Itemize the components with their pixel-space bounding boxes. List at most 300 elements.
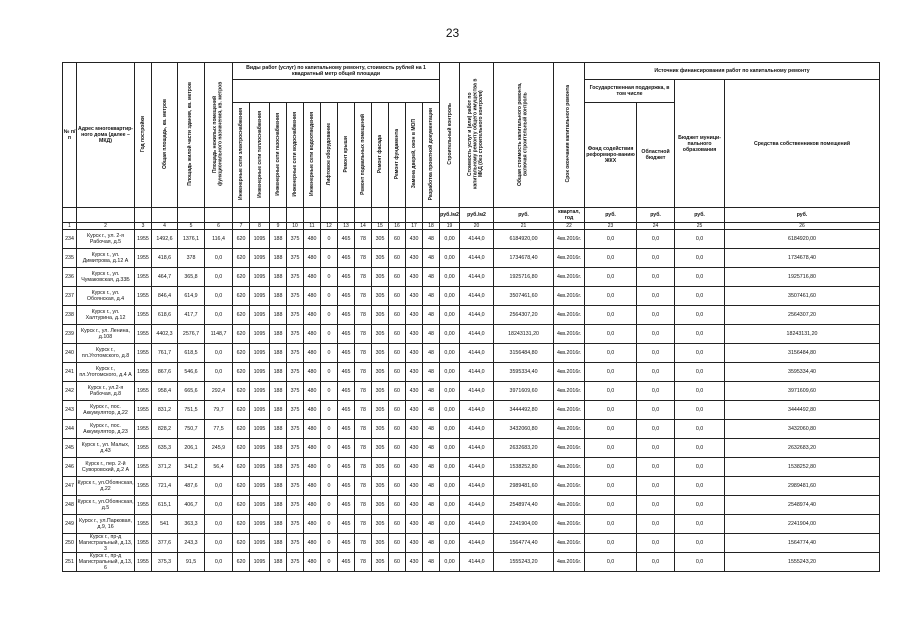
row-living-area: 365,8 (178, 268, 205, 287)
row-unit-cost: 4144,0 (460, 249, 494, 268)
row-unit-cost: 4144,0 (460, 496, 494, 515)
column-number: 18 (423, 223, 440, 230)
row-fund: 0,0 (585, 249, 637, 268)
row-unit-cost: 4144,0 (460, 515, 494, 534)
row-work-cost: 375 (287, 230, 304, 249)
header-work-11: Замена дверей, окон в МОП (411, 119, 417, 189)
row-total-area: 1492,6 (152, 230, 178, 249)
row-work-cost: 0 (321, 306, 338, 325)
column-number: 10 (287, 223, 304, 230)
row-work-cost: 430 (406, 287, 423, 306)
row-work-cost: 620 (233, 401, 250, 420)
row-work-cost: 1095 (250, 363, 270, 382)
row-work-cost: 1095 (250, 325, 270, 344)
row-work-cost: 0 (321, 382, 338, 401)
row-year: 1955 (135, 344, 152, 363)
row-work-cost: 430 (406, 458, 423, 477)
row-work-cost: 60 (389, 553, 406, 572)
header-works-group: Виды работ (услуг) по капитальному ремонту, стоимость рублей на 1 квадратный метр общей площади (233, 63, 440, 80)
row-deadline: 4кв.2016г. (554, 515, 585, 534)
table-row (63, 287, 880, 306)
row-work-cost: 78 (355, 230, 372, 249)
row-total-cost: 2548974,40 (494, 496, 554, 515)
header-work-12: Разработка проектной документации (428, 107, 435, 201)
row-year: 1955 (135, 458, 152, 477)
page-number: 23 (445, 26, 460, 40)
row-construction-control: 0,00 (440, 363, 460, 382)
column-number: 8 (250, 223, 270, 230)
row-deadline: 4кв.2016г. (554, 287, 585, 306)
header-nonres-area: Площадь нежилых помещений функционального назначения, кв. метров (212, 81, 224, 187)
row-nonres-area: 116,4 (205, 230, 233, 249)
row-owners: 1564774,40 (725, 534, 880, 553)
header-address: Адрес многоквартир-ного дома (далее – МКД) (77, 63, 135, 208)
row-deadline: 4кв.2016г. (554, 382, 585, 401)
row-total-cost: 2989481,60 (494, 477, 554, 496)
row-work-cost: 465 (338, 268, 355, 287)
row-work-cost: 375 (287, 382, 304, 401)
row-work-cost: 188 (270, 344, 287, 363)
table-row (63, 401, 880, 420)
row-total-cost: 2632683,20 (494, 439, 554, 458)
row-total-area: 615,1 (152, 496, 178, 515)
row-work-cost: 78 (355, 477, 372, 496)
row-work-cost: 480 (304, 534, 321, 553)
row-regional: 0,0 (637, 458, 675, 477)
row-fund: 0,0 (585, 477, 637, 496)
row-living-area: 750,7 (178, 420, 205, 439)
row-address: Курск г., ул. Халтурина, д.12 (77, 306, 135, 325)
row-year: 1955 (135, 268, 152, 287)
row-year: 1955 (135, 382, 152, 401)
table-row (63, 420, 880, 439)
header-work-9: Ремонт фасада (377, 134, 383, 174)
row-work-cost: 60 (389, 230, 406, 249)
row-work-cost: 60 (389, 534, 406, 553)
row-work-cost: 465 (338, 420, 355, 439)
row-work-cost: 620 (233, 325, 250, 344)
row-work-cost: 480 (304, 268, 321, 287)
row-living-area: 206,1 (178, 439, 205, 458)
row-municipal: 0,0 (675, 534, 725, 553)
row-work-cost: 430 (406, 344, 423, 363)
row-work-cost: 430 (406, 515, 423, 534)
row-number: 237 (63, 287, 77, 306)
row-work-cost: 188 (270, 230, 287, 249)
unit-rub-e: руб. (725, 208, 880, 223)
row-nonres-area: 0,0 (205, 477, 233, 496)
row-work-cost: 188 (270, 439, 287, 458)
row-work-cost: 1095 (250, 458, 270, 477)
row-address: Курск г., ул.Обоянская, д.5 (77, 496, 135, 515)
row-work-cost: 465 (338, 363, 355, 382)
row-nonres-area: 77,5 (205, 420, 233, 439)
row-number: 242 (63, 382, 77, 401)
row-work-cost: 620 (233, 344, 250, 363)
row-work-cost: 430 (406, 325, 423, 344)
row-work-cost: 0 (321, 439, 338, 458)
row-nonres-area: 0,0 (205, 534, 233, 553)
unit-rub-d: руб. (675, 208, 725, 223)
row-address: Курск г., ул. Димитрова, д.12 А (77, 249, 135, 268)
row-number: 247 (63, 477, 77, 496)
row-fund: 0,0 (585, 363, 637, 382)
row-work-cost: 480 (304, 496, 321, 515)
row-construction-control: 0,00 (440, 382, 460, 401)
header-regional: Областной бюджет (637, 103, 675, 208)
table-row (63, 477, 880, 496)
header-deadline: Срок окончания капитального ремонта (565, 85, 572, 183)
row-work-cost: 620 (233, 477, 250, 496)
row-work-cost: 188 (270, 458, 287, 477)
row-construction-control: 0,00 (440, 458, 460, 477)
row-construction-control: 0,00 (440, 553, 460, 572)
column-number: 9 (270, 223, 287, 230)
row-regional: 0,0 (637, 325, 675, 344)
row-work-cost: 430 (406, 477, 423, 496)
row-address: Курск г., ул.2-я Рабочая, д.8 (77, 382, 135, 401)
row-regional: 0,0 (637, 439, 675, 458)
row-work-cost: 48 (423, 553, 440, 572)
row-work-cost: 620 (233, 515, 250, 534)
row-number: 248 (63, 496, 77, 515)
row-address: Курск г., ул. Ленина, д.108 (77, 325, 135, 344)
row-total-area: 418,6 (152, 249, 178, 268)
row-nonres-area: 0,0 (205, 496, 233, 515)
row-construction-control: 0,00 (440, 515, 460, 534)
row-work-cost: 0 (321, 534, 338, 553)
row-work-cost: 48 (423, 458, 440, 477)
row-unit-cost: 4144,0 (460, 382, 494, 401)
row-total-area: 635,3 (152, 439, 178, 458)
row-owners: 1925716,80 (725, 268, 880, 287)
unit-rub-a: руб. (494, 208, 554, 223)
row-regional: 0,0 (637, 382, 675, 401)
row-address: Курск г., ул.Обоянская, д.22 (77, 477, 135, 496)
row-work-cost: 480 (304, 401, 321, 420)
row-work-cost: 60 (389, 439, 406, 458)
row-work-cost: 620 (233, 230, 250, 249)
row-work-cost: 375 (287, 496, 304, 515)
row-address: Курск г., ул. 2-я Рабочая, д.5 (77, 230, 135, 249)
row-number: 241 (63, 363, 77, 382)
row-number: 251 (63, 553, 77, 572)
row-fund: 0,0 (585, 439, 637, 458)
row-regional: 0,0 (637, 287, 675, 306)
row-work-cost: 465 (338, 477, 355, 496)
row-work-cost: 375 (287, 344, 304, 363)
table-row (63, 344, 880, 363)
row-work-cost: 375 (287, 553, 304, 572)
column-number: 2 (77, 223, 135, 230)
row-deadline: 4кв.2016г. (554, 477, 585, 496)
row-work-cost: 430 (406, 534, 423, 553)
row-total-cost: 1925716,80 (494, 268, 554, 287)
row-work-cost: 480 (304, 420, 321, 439)
row-address: Курск г., ул. Малых, д.43 (77, 439, 135, 458)
row-owners: 6184920,00 (725, 230, 880, 249)
row-work-cost: 78 (355, 515, 372, 534)
row-municipal: 0,0 (675, 306, 725, 325)
row-living-area: 614,9 (178, 287, 205, 306)
row-fund: 0,0 (585, 306, 637, 325)
row-work-cost: 430 (406, 382, 423, 401)
header-work-7: Ремонт крыши (343, 135, 349, 173)
row-address: Курск г., пос. Аккумулятор, д.23 (77, 420, 135, 439)
row-construction-control: 0,00 (440, 249, 460, 268)
row-owners: 2989481,60 (725, 477, 880, 496)
row-work-cost: 78 (355, 439, 372, 458)
row-deadline: 4кв.2016г. (554, 344, 585, 363)
row-address: Курск г., пр-д Магистральный, д.13, 6 (77, 553, 135, 572)
row-nonres-area: 0,0 (205, 553, 233, 572)
row-work-cost: 0 (321, 363, 338, 382)
row-work-cost: 1095 (250, 534, 270, 553)
row-work-cost: 60 (389, 363, 406, 382)
table-row (63, 553, 880, 572)
row-work-cost: 188 (270, 363, 287, 382)
header-no: № п/п (63, 63, 77, 208)
row-work-cost: 78 (355, 401, 372, 420)
row-work-cost: 188 (270, 496, 287, 515)
row-work-cost: 48 (423, 420, 440, 439)
row-construction-control: 0,00 (440, 306, 460, 325)
row-total-area: 761,7 (152, 344, 178, 363)
row-work-cost: 0 (321, 458, 338, 477)
header-total-cost: Общая стоимость капитального ремонта, включая строительный контроль (517, 82, 529, 186)
row-work-cost: 0 (321, 515, 338, 534)
header-year: Год постройки (140, 115, 146, 153)
row-municipal: 0,0 (675, 287, 725, 306)
row-total-cost: 18243131,20 (494, 325, 554, 344)
row-fund: 0,0 (585, 458, 637, 477)
row-work-cost: 1095 (250, 553, 270, 572)
row-work-cost: 375 (287, 306, 304, 325)
column-number: 3 (135, 223, 152, 230)
row-work-cost: 0 (321, 553, 338, 572)
row-municipal: 0,0 (675, 477, 725, 496)
row-deadline: 4кв.2016г. (554, 249, 585, 268)
row-work-cost: 305 (372, 268, 389, 287)
row-total-area: 541 (152, 515, 178, 534)
row-work-cost: 0 (321, 325, 338, 344)
row-work-cost: 305 (372, 363, 389, 382)
row-total-area: 828,2 (152, 420, 178, 439)
row-work-cost: 48 (423, 439, 440, 458)
header-owners: Средства собственников помещений (725, 80, 880, 208)
row-year: 1955 (135, 287, 152, 306)
row-number: 250 (63, 534, 77, 553)
row-work-cost: 480 (304, 477, 321, 496)
row-total-cost: 3156484,80 (494, 344, 554, 363)
row-total-cost: 3595334,40 (494, 363, 554, 382)
row-municipal: 0,0 (675, 553, 725, 572)
row-construction-control: 0,00 (440, 230, 460, 249)
row-living-area: 665,6 (178, 382, 205, 401)
column-number: 1 (63, 223, 77, 230)
row-nonres-area: 56,4 (205, 458, 233, 477)
column-number: 15 (372, 223, 389, 230)
row-work-cost: 620 (233, 458, 250, 477)
header-work-3: Инженерные сети газоснабжения (275, 112, 281, 196)
row-work-cost: 375 (287, 439, 304, 458)
row-work-cost: 48 (423, 325, 440, 344)
row-work-cost: 305 (372, 420, 389, 439)
row-work-cost: 48 (423, 306, 440, 325)
row-nonres-area: 0,0 (205, 515, 233, 534)
row-work-cost: 48 (423, 344, 440, 363)
row-fund: 0,0 (585, 496, 637, 515)
row-total-cost: 3444492,80 (494, 401, 554, 420)
table-row (63, 439, 880, 458)
row-work-cost: 0 (321, 230, 338, 249)
row-work-cost: 465 (338, 249, 355, 268)
row-deadline: 4кв.2016г. (554, 325, 585, 344)
row-number: 238 (63, 306, 77, 325)
column-number: 16 (389, 223, 406, 230)
row-owners: 3444492,80 (725, 401, 880, 420)
row-work-cost: 465 (338, 534, 355, 553)
row-work-cost: 1095 (250, 344, 270, 363)
row-work-cost: 1095 (250, 268, 270, 287)
row-work-cost: 375 (287, 420, 304, 439)
row-work-cost: 480 (304, 515, 321, 534)
row-number: 243 (63, 401, 77, 420)
row-municipal: 0,0 (675, 325, 725, 344)
row-work-cost: 305 (372, 458, 389, 477)
row-work-cost: 60 (389, 306, 406, 325)
table-row (63, 268, 880, 287)
row-work-cost: 188 (270, 401, 287, 420)
row-address: Курск г., пл.Уготомского, д.4 А (77, 363, 135, 382)
row-work-cost: 78 (355, 249, 372, 268)
column-number: 24 (637, 223, 675, 230)
row-municipal: 0,0 (675, 458, 725, 477)
row-nonres-area: 0,0 (205, 249, 233, 268)
row-deadline: 4кв.2016г. (554, 553, 585, 572)
row-work-cost: 0 (321, 401, 338, 420)
row-work-cost: 305 (372, 306, 389, 325)
row-work-cost: 430 (406, 306, 423, 325)
row-work-cost: 480 (304, 553, 321, 572)
row-number: 246 (63, 458, 77, 477)
row-work-cost: 480 (304, 325, 321, 344)
row-municipal: 0,0 (675, 439, 725, 458)
row-work-cost: 1095 (250, 515, 270, 534)
row-fund: 0,0 (585, 287, 637, 306)
row-work-cost: 1095 (250, 230, 270, 249)
row-work-cost: 430 (406, 249, 423, 268)
row-work-cost: 620 (233, 420, 250, 439)
row-fund: 0,0 (585, 325, 637, 344)
row-work-cost: 465 (338, 306, 355, 325)
table-body (63, 223, 880, 572)
row-address: Курск г., пр-д Магистральный, д.13, 3 (77, 534, 135, 553)
row-work-cost: 465 (338, 496, 355, 515)
column-number: 25 (675, 223, 725, 230)
row-work-cost: 188 (270, 515, 287, 534)
row-regional: 0,0 (637, 477, 675, 496)
table-row (63, 325, 880, 344)
row-work-cost: 78 (355, 420, 372, 439)
row-municipal: 0,0 (675, 420, 725, 439)
header-work-13: Строительный контроль (446, 103, 453, 165)
row-work-cost: 430 (406, 230, 423, 249)
row-work-cost: 1095 (250, 496, 270, 515)
row-unit-cost: 4144,0 (460, 230, 494, 249)
row-work-cost: 188 (270, 420, 287, 439)
row-fund: 0,0 (585, 344, 637, 363)
row-work-cost: 48 (423, 230, 440, 249)
row-work-cost: 480 (304, 382, 321, 401)
row-work-cost: 1095 (250, 382, 270, 401)
row-total-area: 377,6 (152, 534, 178, 553)
row-work-cost: 375 (287, 363, 304, 382)
row-living-area: 91,5 (178, 553, 205, 572)
row-work-cost: 620 (233, 496, 250, 515)
column-number: 21 (494, 223, 554, 230)
header-work-2: Инженерные сети теплоснабжения (256, 110, 263, 198)
row-work-cost: 188 (270, 287, 287, 306)
column-number: 6 (205, 223, 233, 230)
column-number: 11 (304, 223, 321, 230)
table-row (63, 496, 880, 515)
row-total-cost: 1734678,40 (494, 249, 554, 268)
row-work-cost: 305 (372, 534, 389, 553)
row-work-cost: 1095 (250, 306, 270, 325)
row-work-cost: 0 (321, 477, 338, 496)
row-year: 1955 (135, 420, 152, 439)
row-construction-control: 0,00 (440, 287, 460, 306)
row-total-cost: 1538252,80 (494, 458, 554, 477)
row-regional: 0,0 (637, 268, 675, 287)
row-work-cost: 0 (321, 268, 338, 287)
row-address: Курск г., ул. Обоянская, д.4 (77, 287, 135, 306)
row-unit-cost: 4144,0 (460, 287, 494, 306)
row-work-cost: 480 (304, 458, 321, 477)
row-deadline: 4кв.2016г. (554, 306, 585, 325)
row-work-cost: 48 (423, 268, 440, 287)
row-fund: 0,0 (585, 420, 637, 439)
row-construction-control: 0,00 (440, 439, 460, 458)
row-deadline: 4кв.2016г. (554, 230, 585, 249)
row-number: 234 (63, 230, 77, 249)
row-nonres-area: 0,0 (205, 287, 233, 306)
row-work-cost: 60 (389, 249, 406, 268)
row-work-cost: 1095 (250, 401, 270, 420)
row-year: 1955 (135, 515, 152, 534)
column-number: 23 (585, 223, 637, 230)
row-unit-cost: 4144,0 (460, 268, 494, 287)
header-fund: Фонд содействия реформиро-ванию ЖКХ (585, 103, 637, 208)
row-total-cost: 1564774,40 (494, 534, 554, 553)
row-regional: 0,0 (637, 249, 675, 268)
row-total-cost: 1555243,20 (494, 553, 554, 572)
row-unit-cost: 4144,0 (460, 420, 494, 439)
row-work-cost: 620 (233, 363, 250, 382)
row-regional: 0,0 (637, 363, 675, 382)
row-nonres-area: 0,0 (205, 344, 233, 363)
row-address: Курск г., ул. Чумаковская, д.33Б (77, 268, 135, 287)
row-fund: 0,0 (585, 515, 637, 534)
row-municipal: 0,0 (675, 230, 725, 249)
row-number: 239 (63, 325, 77, 344)
row-deadline: 4кв.2016г. (554, 439, 585, 458)
column-number: 20 (460, 223, 494, 230)
row-living-area: 618,5 (178, 344, 205, 363)
row-fund: 0,0 (585, 553, 637, 572)
row-construction-control: 0,00 (440, 477, 460, 496)
